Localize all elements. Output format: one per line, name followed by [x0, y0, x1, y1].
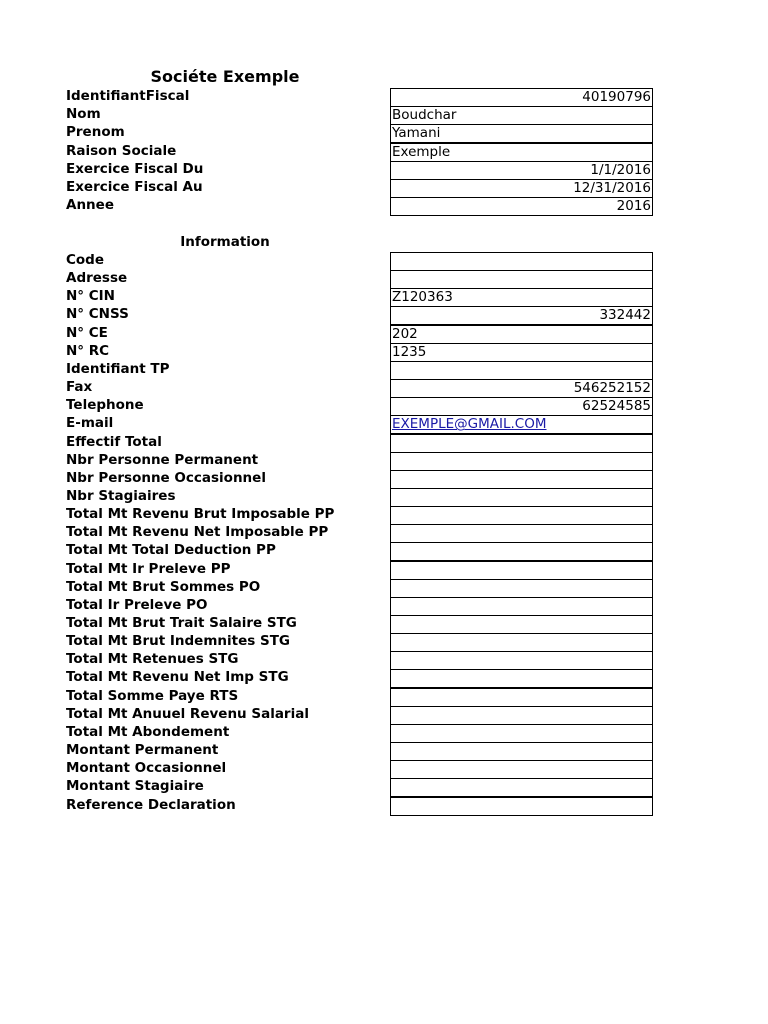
field-value-nno-rc[interactable] [390, 343, 653, 362]
field-label-effectif-total: Effectif Total [66, 433, 162, 450]
field-label-identifiant-tp: Identifiant TP [66, 360, 170, 377]
document-title: Sociéte Exemple [150, 67, 300, 86]
field-value-total-somme-paye-rts[interactable] [390, 688, 653, 707]
field-value-text: Yamani [392, 125, 441, 142]
field-value-fax[interactable] [390, 379, 653, 398]
email-link[interactable]: EXEMPLE@GMAIL.COM [392, 416, 547, 433]
field-value-reference-declaration[interactable] [390, 797, 653, 816]
field-label-e-mail: E-mail [66, 415, 114, 432]
field-label-telephone: Telephone [66, 397, 144, 414]
field-label-total-mt-anuuel-revenu-salarial: Total Mt Anuuel Revenu Salarial [66, 705, 309, 722]
field-label-nom: Nom [66, 106, 101, 123]
field-label-nno-cin: N° CIN [66, 288, 115, 305]
field-value-montant-stagiaire[interactable] [390, 778, 653, 797]
field-value-total-mt-total-deduction-pp[interactable] [390, 542, 653, 561]
field-value-text: 1/1/2016 [590, 161, 651, 178]
field-value-nno-cnss[interactable] [390, 306, 653, 325]
field-label-nbr-stagiaires: Nbr Stagiaires [66, 487, 176, 504]
field-label-code: Code [66, 252, 105, 268]
field-value-total-mt-ir-preleve-pp[interactable] [390, 561, 653, 580]
field-label-total-mt-revenu-brut-imposable-pp: Total Mt Revenu Brut Imposable PP [66, 506, 335, 523]
field-value-total-mt-retenues-stg[interactable] [390, 651, 653, 670]
field-value-text: Exemple [392, 143, 451, 160]
field-value-nbr-personne-permanent[interactable] [390, 452, 653, 471]
field-value-identifiantfiscal[interactable] [390, 88, 653, 107]
field-value-total-mt-revenu-net-imp-stg[interactable] [390, 669, 653, 688]
field-value-telephone[interactable] [390, 397, 653, 416]
field-value-exercice-fiscal-au[interactable] [390, 179, 653, 198]
field-value-nbr-personne-occasionnel[interactable] [390, 470, 653, 489]
field-label-montant-stagiaire: Montant Stagiaire [66, 778, 204, 795]
field-value-text: 546252152 [573, 380, 651, 397]
field-label-total-mt-ir-preleve-pp: Total Mt Ir Preleve PP [66, 560, 231, 577]
field-value-text: 40190796 [582, 89, 651, 105]
field-value-nno-cin[interactable] [390, 288, 653, 307]
field-value-text: Boudchar [392, 107, 457, 124]
field-value-montant-permanent[interactable] [390, 742, 653, 761]
field-value-e-mail[interactable] [390, 415, 653, 434]
field-value-text: 2016 [616, 198, 651, 215]
field-label-total-mt-total-deduction-pp: Total Mt Total Deduction PP [66, 542, 276, 559]
field-value-total-mt-anuuel-revenu-salarial[interactable] [390, 706, 653, 725]
field-value-total-mt-brut-sommes-po[interactable] [390, 579, 653, 598]
field-label-montant-permanent: Montant Permanent [66, 742, 219, 759]
field-label-total-mt-brut-sommes-po: Total Mt Brut Sommes PO [66, 578, 261, 595]
field-value-text: 332442 [599, 307, 651, 324]
field-label-raison-sociale: Raison Sociale [66, 142, 177, 159]
field-value-total-mt-brut-indemnites-stg[interactable] [390, 633, 653, 652]
field-label-reference-declaration: Reference Declaration [66, 796, 236, 813]
field-value-raison-sociale[interactable] [390, 143, 653, 162]
field-value-identifiant-tp[interactable] [390, 361, 653, 380]
field-value-prenom[interactable] [390, 124, 653, 143]
field-label-nbr-personne-permanent: Nbr Personne Permanent [66, 451, 259, 468]
field-value-total-ir-preleve-po[interactable] [390, 597, 653, 616]
field-value-nno-ce[interactable] [390, 325, 653, 344]
field-label-total-mt-revenu-net-imp-stg: Total Mt Revenu Net Imp STG [66, 669, 289, 686]
field-label-total-somme-paye-rts: Total Somme Paye RTS [66, 687, 239, 704]
field-value-annee[interactable] [390, 197, 653, 216]
field-value-text: Z120363 [392, 289, 453, 306]
field-value-code[interactable] [390, 252, 653, 271]
field-label-nno-rc: N° RC [66, 342, 110, 359]
field-label-total-mt-brut-indemnites-stg: Total Mt Brut Indemnites STG [66, 633, 290, 650]
field-value-text: 202 [392, 325, 418, 342]
field-value-nom[interactable] [390, 106, 653, 125]
field-label-nno-cnss: N° CNSS [66, 306, 129, 323]
field-value-text: 62524585 [582, 398, 651, 415]
field-label-nbr-personne-occasionnel: Nbr Personne Occasionnel [66, 469, 266, 486]
field-label-total-mt-retenues-stg: Total Mt Retenues STG [66, 651, 239, 668]
field-label-prenom: Prenom [66, 124, 125, 141]
field-label-exercice-fiscal-au: Exercice Fiscal Au [66, 179, 203, 195]
field-label-montant-occasionnel: Montant Occasionnel [66, 760, 227, 777]
section-title-information: Information [180, 234, 270, 250]
field-value-total-mt-abondement[interactable] [390, 724, 653, 743]
field-label-annee: Annee [66, 197, 114, 214]
field-value-montant-occasionnel[interactable] [390, 760, 653, 779]
field-value-total-mt-brut-trait-salaire-stg[interactable] [390, 615, 653, 634]
field-label-nno-ce: N° CE [66, 324, 108, 341]
field-label-adresse: Adresse [66, 270, 128, 287]
field-label-total-mt-revenu-net-imposable-pp: Total Mt Revenu Net Imposable PP [66, 524, 329, 541]
field-label-total-mt-brut-trait-salaire-stg: Total Mt Brut Trait Salaire STG [66, 615, 297, 631]
field-value-total-mt-revenu-net-imposable-pp[interactable] [390, 524, 653, 543]
field-value-text: 1235 [392, 343, 427, 360]
field-label-exercice-fiscal-du: Exercice Fiscal Du [66, 160, 204, 177]
field-label-fax: Fax [66, 379, 93, 396]
field-label-total-mt-abondement: Total Mt Abondement [66, 723, 230, 740]
field-value-adresse[interactable] [390, 270, 653, 289]
field-value-exercice-fiscal-du[interactable] [390, 161, 653, 180]
field-value-text: 12/31/2016 [573, 180, 651, 196]
field-value-nbr-stagiaires[interactable] [390, 488, 653, 507]
field-label-total-ir-preleve-po: Total Ir Preleve PO [66, 596, 208, 613]
field-label-identifiantfiscal: IdentifiantFiscal [66, 88, 190, 104]
field-value-effectif-total[interactable] [390, 434, 653, 453]
field-value-total-mt-revenu-brut-imposable-pp[interactable] [390, 506, 653, 525]
